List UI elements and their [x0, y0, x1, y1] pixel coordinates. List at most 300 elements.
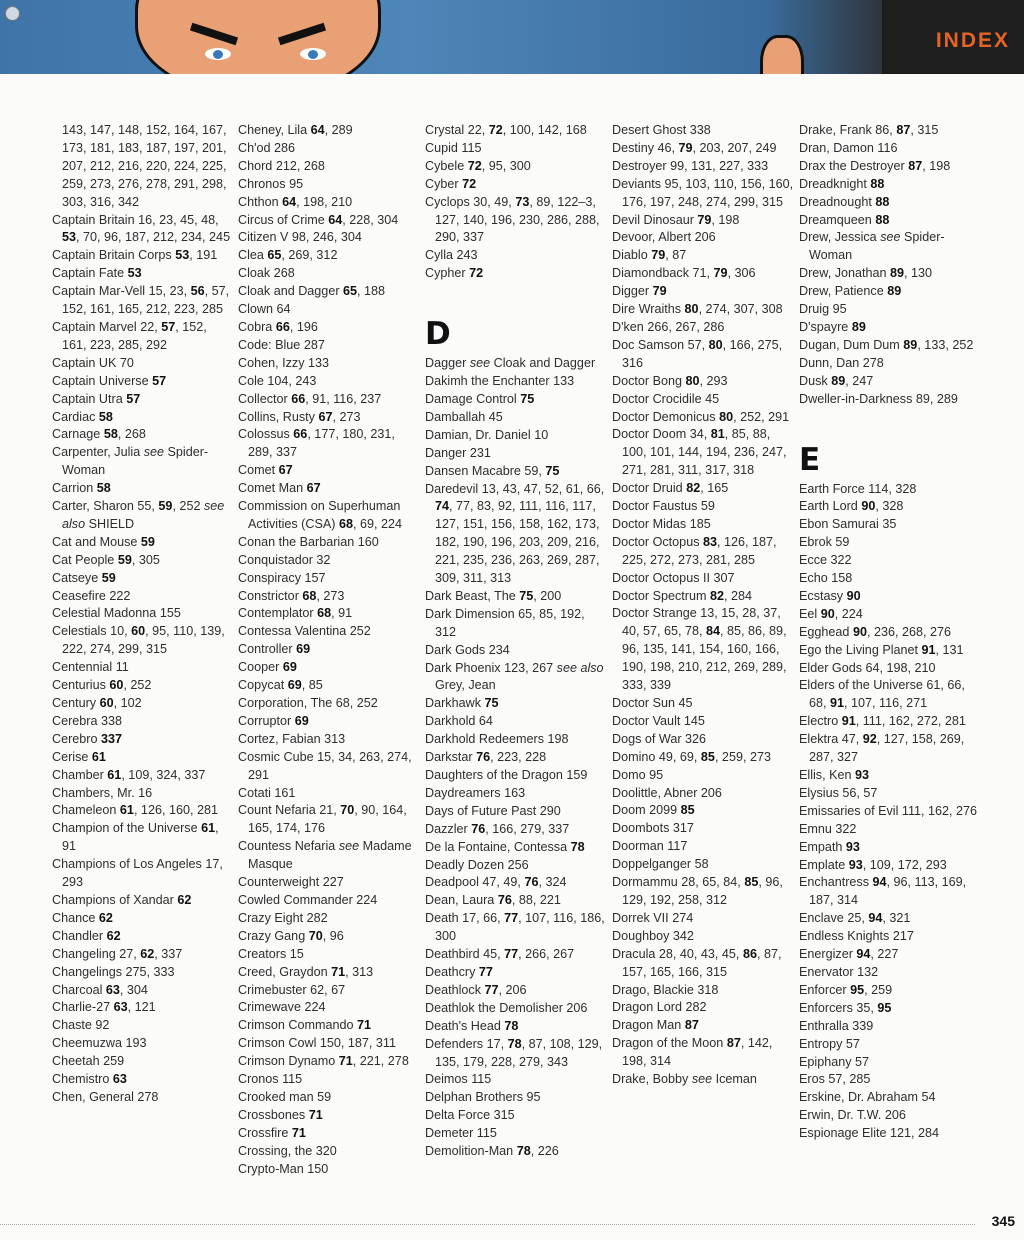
- entry-text: 35: [882, 517, 897, 532]
- entry-text: Drew, Jonathan: [799, 266, 891, 281]
- index-entry: [238, 946, 420, 964]
- entry-text: Ceasefire: [52, 588, 110, 603]
- entry-text: Cole: [238, 373, 268, 388]
- index-entry: [52, 928, 234, 946]
- index-entry: [52, 319, 234, 355]
- index-entry: [52, 1071, 234, 1089]
- entry-text: 58: [694, 857, 709, 872]
- entry-text: Darkhold Redeemers: [425, 732, 548, 747]
- entry-text: , 273: [316, 588, 345, 603]
- index-entry: [52, 570, 234, 588]
- entry-text: Creed, Graydon: [238, 964, 332, 979]
- main-page-ref: 87: [684, 1018, 699, 1033]
- main-page-ref: 78: [504, 1018, 519, 1033]
- entry-text: , 85, 88, 100, 101, 144, 194, 236, 247, 271, 281, 311, 317, 318: [622, 427, 787, 478]
- index-entry: [799, 964, 981, 982]
- entry-text: Doom 2099: [612, 803, 681, 818]
- entry-text: , 247: [845, 373, 874, 388]
- entry-text: Doctor Midas: [612, 516, 690, 531]
- main-page-ref: 79: [713, 266, 728, 281]
- index-entry: [425, 481, 607, 588]
- index-entry: [425, 445, 607, 463]
- entry-text: 95: [289, 176, 304, 191]
- entry-text: Deimos: [425, 1072, 472, 1087]
- entry-text: 28, 65, 84,: [681, 875, 745, 890]
- main-page-ref: 72: [488, 123, 503, 137]
- main-page-ref: 78: [507, 1036, 522, 1051]
- index-entry: [799, 785, 981, 803]
- index-entry: [799, 498, 981, 516]
- entry-text: 307: [713, 570, 735, 585]
- entry-text: , 165: [700, 481, 729, 496]
- entry-text: Elder Gods: [799, 660, 866, 675]
- entry-text: 158: [831, 571, 853, 586]
- entry-text: Elders of the Universe: [799, 678, 927, 693]
- main-page-ref: 92: [862, 732, 877, 747]
- entry-text: 95: [649, 767, 664, 782]
- entry-text: Cerise: [52, 749, 92, 764]
- entry-text: 282: [685, 1000, 707, 1015]
- main-page-ref: 74: [435, 499, 450, 514]
- index-entry: [238, 1071, 420, 1089]
- index-entry: [238, 373, 420, 391]
- entry-text: 274: [672, 910, 694, 925]
- index-entry: [799, 946, 981, 964]
- entry-text: Doctor Bong: [612, 373, 686, 388]
- entry-text: 59: [317, 1089, 332, 1104]
- entry-text: Charlie-27: [52, 1000, 114, 1015]
- index-entry: [425, 767, 607, 785]
- main-page-ref: 77: [484, 982, 499, 997]
- index-entry: [612, 391, 794, 409]
- entry-text: Doctor Vault: [612, 713, 684, 728]
- entry-text: Domo: [612, 767, 650, 782]
- entry-text: Endless Knights: [799, 929, 893, 944]
- main-page-ref: 67: [306, 481, 321, 496]
- index-entry: [612, 838, 794, 856]
- entry-text: , 111, 162, 272, 281: [855, 714, 966, 729]
- index-entry: [425, 821, 607, 839]
- entry-text: Dracula: [612, 946, 659, 961]
- entry-text: , 259, 273: [714, 749, 771, 764]
- entry-text: 56, 57: [842, 785, 878, 800]
- entry-text: , 89, 122–3, 127, 140, 196, 230, 286, 288, 290, 337: [435, 194, 600, 245]
- entry-text: Clown: [238, 302, 277, 317]
- entry-text: Dagger: [425, 356, 470, 371]
- entry-text: Changeling: [52, 946, 120, 961]
- entry-text: Iceman: [712, 1072, 757, 1087]
- main-page-ref: 58: [98, 409, 113, 424]
- index-entry: [612, 802, 794, 820]
- index-entry: [425, 409, 607, 427]
- index-entry: [238, 1089, 420, 1107]
- index-entry: [425, 265, 607, 283]
- hand-illustration: [760, 35, 804, 74]
- entry-text: Doorman: [612, 839, 668, 854]
- entry-text: Devil Dinosaur: [612, 212, 698, 227]
- entry-text: , 191: [189, 248, 218, 263]
- entry-text: Enchantress: [799, 875, 873, 890]
- index-entry: [52, 964, 234, 982]
- index-entry: [238, 355, 420, 373]
- entry-text: , 227: [870, 947, 899, 962]
- entry-text: 282: [306, 910, 328, 925]
- index-entry: [799, 1125, 981, 1143]
- main-page-ref: 56: [190, 284, 205, 299]
- entry-text: Commission on Superhuman Activities (CSA): [238, 499, 401, 531]
- entry-text: , 313: [345, 964, 374, 979]
- entry-text: 45: [678, 696, 693, 710]
- main-page-ref: 75: [520, 391, 535, 406]
- entry-text: Deathlock: [425, 982, 485, 997]
- index-entry: [425, 1018, 607, 1036]
- index-entry: [238, 623, 420, 641]
- entry-text: Cobra: [238, 319, 276, 334]
- main-page-ref: 82: [686, 481, 701, 496]
- index-entry: [238, 1125, 420, 1143]
- entry-text: , 96, 129, 192, 258, 312: [622, 875, 783, 907]
- entry-text: , 198: [922, 158, 951, 173]
- main-page-ref: 89: [851, 319, 866, 334]
- entry-text: Madame Masque: [248, 839, 412, 872]
- entry-text: Dreadnought: [799, 194, 876, 209]
- index-entry: [799, 373, 981, 391]
- cross-ref: see: [691, 1072, 713, 1087]
- entry-text: , 96, 113, 169, 187, 314: [809, 875, 967, 908]
- index-entry: [238, 1161, 420, 1179]
- entry-text: Century: [52, 696, 100, 710]
- entry-text: 47, 49,: [482, 875, 525, 890]
- main-page-ref: 93: [855, 768, 870, 782]
- entry-text: , 203, 207, 249: [692, 140, 777, 155]
- entry-text: 45: [488, 409, 503, 424]
- entry-text: 86,: [875, 123, 897, 137]
- entry-text: Carrion: [52, 481, 97, 496]
- index-entry: [238, 552, 420, 570]
- index-entry: [52, 802, 234, 820]
- entry-text: 150, 187, 311: [319, 1036, 396, 1051]
- main-page-ref: 66: [293, 427, 308, 442]
- main-page-ref: 71: [308, 1107, 323, 1122]
- entry-text: 89, 289: [915, 391, 958, 406]
- main-page-ref: 95: [850, 982, 865, 997]
- index-entry: [612, 373, 794, 391]
- entry-text: Dansen Macabre: [425, 463, 525, 478]
- index-entry: [425, 803, 607, 821]
- entry-text: , 289: [324, 123, 353, 137]
- index-column-3: [425, 122, 607, 1161]
- entry-text: Cortez, Fabian: [238, 731, 325, 746]
- entry-text: Crimson Cowl: [238, 1036, 320, 1051]
- entry-text: 212, 268: [275, 158, 325, 173]
- index-entry: [238, 982, 420, 1000]
- entry-text: , 126, 187, 225, 272, 273, 281, 285: [622, 534, 777, 567]
- entry-text: Deathcry: [425, 964, 479, 979]
- index-entry: [799, 660, 981, 678]
- index-entry: [612, 516, 794, 534]
- index-entry: [612, 570, 794, 588]
- entry-text: Champions of Xandar: [52, 892, 178, 907]
- entry-text: Carter, Sharon: [52, 499, 138, 514]
- entry-text: Enclave: [799, 911, 848, 926]
- entry-text: 231: [469, 445, 491, 460]
- entry-text: Elektra: [799, 732, 842, 747]
- index-entry: [238, 337, 420, 355]
- entry-text: Destroyer: [612, 158, 671, 173]
- entry-text: , 223, 228: [490, 750, 547, 765]
- index-entry: [52, 713, 234, 731]
- main-page-ref: 94: [872, 875, 887, 890]
- entry-text: 92: [95, 1018, 110, 1033]
- index-entry: [612, 856, 794, 874]
- entry-text: , 121: [127, 1000, 156, 1015]
- index-entry: [612, 749, 794, 767]
- entry-text: Doctor Crocidile: [612, 391, 706, 406]
- entry-text: 185: [689, 516, 711, 531]
- index-entry: [799, 1000, 981, 1018]
- entry-text: Deathlok the Demolisher: [425, 1000, 567, 1015]
- index-entry: [799, 677, 981, 713]
- main-page-ref: 80: [708, 337, 723, 352]
- entry-text: 133: [553, 374, 575, 389]
- entry-text: 61, 66, 68,: [809, 678, 965, 711]
- entry-text: , 127, 158, 269, 287, 327: [809, 732, 965, 765]
- index-entry: [612, 122, 794, 140]
- index-entry: [52, 946, 234, 964]
- entry-text: Colossus: [238, 427, 294, 442]
- index-columns: [0, 122, 1024, 1202]
- entry-text: Eel: [799, 606, 821, 621]
- entry-text: Controller: [238, 642, 297, 657]
- index-entry: [799, 516, 981, 534]
- entry-text: Copycat: [238, 678, 288, 693]
- main-page-ref: 93: [848, 857, 863, 872]
- entry-text: , 228, 304: [342, 212, 399, 227]
- index-entry: [612, 874, 794, 910]
- main-page-ref: 64: [328, 212, 343, 227]
- entry-text: Dogs of War: [612, 731, 686, 746]
- index-entry: [612, 247, 794, 265]
- entry-text: Captain Britain: [52, 212, 139, 227]
- index-entry: [238, 731, 420, 749]
- main-page-ref: 80: [719, 409, 734, 424]
- entry-text: , 130: [904, 266, 933, 281]
- entry-text: 99, 131, 227, 333: [670, 158, 769, 173]
- entry-text: 155: [159, 606, 181, 621]
- index-entry: [799, 570, 981, 588]
- entry-text: Corruptor: [238, 713, 295, 728]
- index-entry: [238, 194, 420, 212]
- entry-text: 22,: [140, 319, 162, 334]
- entry-text: 64, 198, 210: [865, 660, 936, 675]
- main-page-ref: 71: [338, 1054, 353, 1069]
- entry-text: Cerebro: [52, 731, 101, 746]
- index-entry: [799, 624, 981, 642]
- entry-text: Doctor Sun: [612, 696, 679, 710]
- cross-ref: see also: [556, 660, 604, 675]
- main-page-ref: 85: [744, 875, 759, 890]
- index-entry: [612, 946, 794, 982]
- entry-text: Demeter: [425, 1126, 477, 1141]
- entry-text: Doombots: [612, 821, 673, 836]
- entry-text: , 142, 198, 314: [622, 1036, 773, 1069]
- entry-text: Cohen, Izzy: [238, 355, 308, 370]
- entry-text: Empath: [799, 839, 846, 854]
- entry-text: 222: [109, 588, 131, 603]
- index-entry: [238, 892, 420, 910]
- entry-text: Grey, Jean: [435, 678, 496, 693]
- index-entry: [612, 605, 794, 695]
- main-page-ref: 77: [504, 911, 519, 926]
- entry-text: , 133, 252: [917, 337, 974, 352]
- entry-text: Enervator: [799, 964, 858, 979]
- entry-text: , 259: [864, 982, 893, 997]
- main-page-ref: 77: [504, 947, 519, 962]
- entry-text: 317: [672, 821, 694, 836]
- entry-text: Diablo: [612, 248, 652, 263]
- entry-text: 133: [308, 355, 330, 370]
- entry-text: Drew, Patience: [799, 284, 888, 299]
- entry-text: Ecstasy: [799, 588, 847, 603]
- entry-text: , 100, 142, 168: [502, 123, 587, 137]
- main-page-ref: 72: [467, 158, 482, 173]
- entry-text: Dormammu: [612, 875, 682, 890]
- entry-text: Champions of Los Angeles: [52, 857, 206, 872]
- main-page-ref: 87: [896, 123, 911, 137]
- entry-text: , 57, 152, 161, 165, 212, 223, 285: [62, 284, 230, 317]
- entry-text: 95, 103, 110, 156, 160, 176, 197, 248, 274, 299, 315: [622, 176, 794, 209]
- entry-text: Ebon Samurai: [799, 517, 883, 532]
- cross-ref: see: [469, 356, 491, 371]
- index-entry: [799, 982, 981, 1000]
- main-page-ref: 81: [710, 427, 725, 442]
- index-entry: [799, 265, 981, 283]
- entry-text: Enforcers: [799, 1000, 857, 1015]
- entry-text: Erskine, Dr. Abraham: [799, 1090, 922, 1105]
- main-page-ref: 53: [62, 230, 77, 245]
- index-entry: [52, 212, 234, 248]
- entry-text: 227: [322, 875, 344, 890]
- entry-text: 206: [884, 1108, 906, 1123]
- index-entry: [52, 588, 234, 606]
- index-entry: [238, 677, 420, 695]
- entry-text: , 166, 275, 316: [622, 337, 783, 370]
- main-page-ref: 75: [545, 463, 560, 478]
- entry-text: 28, 40, 43, 45,: [658, 946, 743, 961]
- entry-text: 95: [832, 302, 847, 317]
- entry-text: Dweller-in-Darkness: [799, 391, 916, 406]
- entry-text: Cheemuzwa: [52, 1036, 126, 1051]
- entry-text: Crossing, the: [238, 1143, 316, 1158]
- index-entry: [52, 677, 234, 695]
- entry-text: Captain Universe: [52, 373, 153, 388]
- main-page-ref: 77: [478, 964, 493, 979]
- entry-text: , 188: [357, 284, 386, 299]
- entry-text: , 305: [131, 552, 160, 567]
- entry-text: , 252: [172, 499, 204, 514]
- entry-text: , 224: [834, 606, 863, 621]
- main-page-ref: 58: [103, 427, 118, 442]
- main-page-ref: 91: [841, 714, 856, 729]
- index-entry: [52, 391, 234, 409]
- main-page-ref: 53: [127, 266, 142, 281]
- index-entry: [799, 1018, 981, 1036]
- index-entry: [52, 892, 234, 910]
- index-entry: [52, 534, 234, 552]
- entry-text: , 266, 267: [518, 947, 575, 962]
- entry-text: Crazy Gang: [238, 928, 309, 943]
- entry-text: Desert Ghost: [612, 123, 690, 137]
- index-entry: [238, 910, 420, 928]
- entry-text: Crystal: [425, 123, 468, 137]
- entry-text: 15, 23,: [148, 284, 191, 299]
- cross-ref: see: [143, 445, 165, 460]
- entry-text: 145: [683, 713, 705, 728]
- entry-text: Captain Utra: [52, 391, 127, 406]
- index-entry: [612, 910, 794, 928]
- entry-text: , 91: [331, 606, 353, 621]
- main-page-ref: 88: [870, 176, 885, 191]
- index-entry: [238, 641, 420, 659]
- entry-text: , 109, 324, 337: [121, 767, 206, 782]
- index-entry: [238, 999, 420, 1017]
- entry-text: Darkhawk: [425, 696, 485, 711]
- section-letter: E: [799, 441, 821, 478]
- entry-text: Circus of Crime: [238, 212, 329, 227]
- entry-text: , 177, 180, 231, 289, 337: [248, 427, 395, 460]
- entry-text: 59: [835, 535, 850, 550]
- entry-text: Ego the Living Planet: [799, 642, 922, 657]
- main-page-ref: 67: [278, 463, 293, 478]
- index-entry: [52, 426, 234, 444]
- main-page-ref: 63: [112, 1072, 127, 1087]
- main-page-ref: 84: [706, 624, 721, 639]
- entry-text: 117: [667, 839, 688, 854]
- entry-text: , 96: [322, 928, 344, 943]
- entry-text: Conan the Barbarian: [238, 534, 358, 549]
- entry-text: , 337: [154, 946, 183, 961]
- main-page-ref: 60: [109, 678, 124, 693]
- index-entry: [612, 158, 794, 176]
- entry-text: Creators: [238, 946, 290, 961]
- index-entry: [425, 695, 607, 713]
- main-page-ref: 57: [152, 373, 167, 388]
- entry-text: Cat People: [52, 552, 118, 567]
- index-entry: [425, 158, 607, 176]
- index-entry: [238, 480, 420, 498]
- entry-text: 68, 252: [335, 696, 378, 710]
- entry-text: 34,: [689, 427, 711, 442]
- entry-text: , 274, 307, 308: [698, 302, 783, 317]
- entry-text: Corporation, The: [238, 696, 336, 710]
- index-entry: [799, 158, 981, 176]
- index-entry: [425, 606, 607, 642]
- entry-text: 10: [534, 427, 549, 442]
- main-page-ref: 62: [177, 892, 192, 907]
- index-entry: [238, 1035, 420, 1053]
- main-page-ref: 89: [890, 266, 905, 281]
- entry-text: Cloak and Dagger: [490, 356, 596, 371]
- entry-text: 65, 85, 192, 312: [435, 606, 585, 639]
- entry-text: Clea: [238, 248, 268, 263]
- entry-text: , 91: [62, 821, 219, 854]
- entry-text: 198: [547, 732, 569, 747]
- entry-text: Digger: [612, 284, 653, 299]
- main-page-ref: 85: [680, 803, 695, 818]
- entry-text: Deathbird: [425, 947, 484, 962]
- entry-text: 206: [566, 1000, 588, 1015]
- index-entry: [425, 892, 607, 910]
